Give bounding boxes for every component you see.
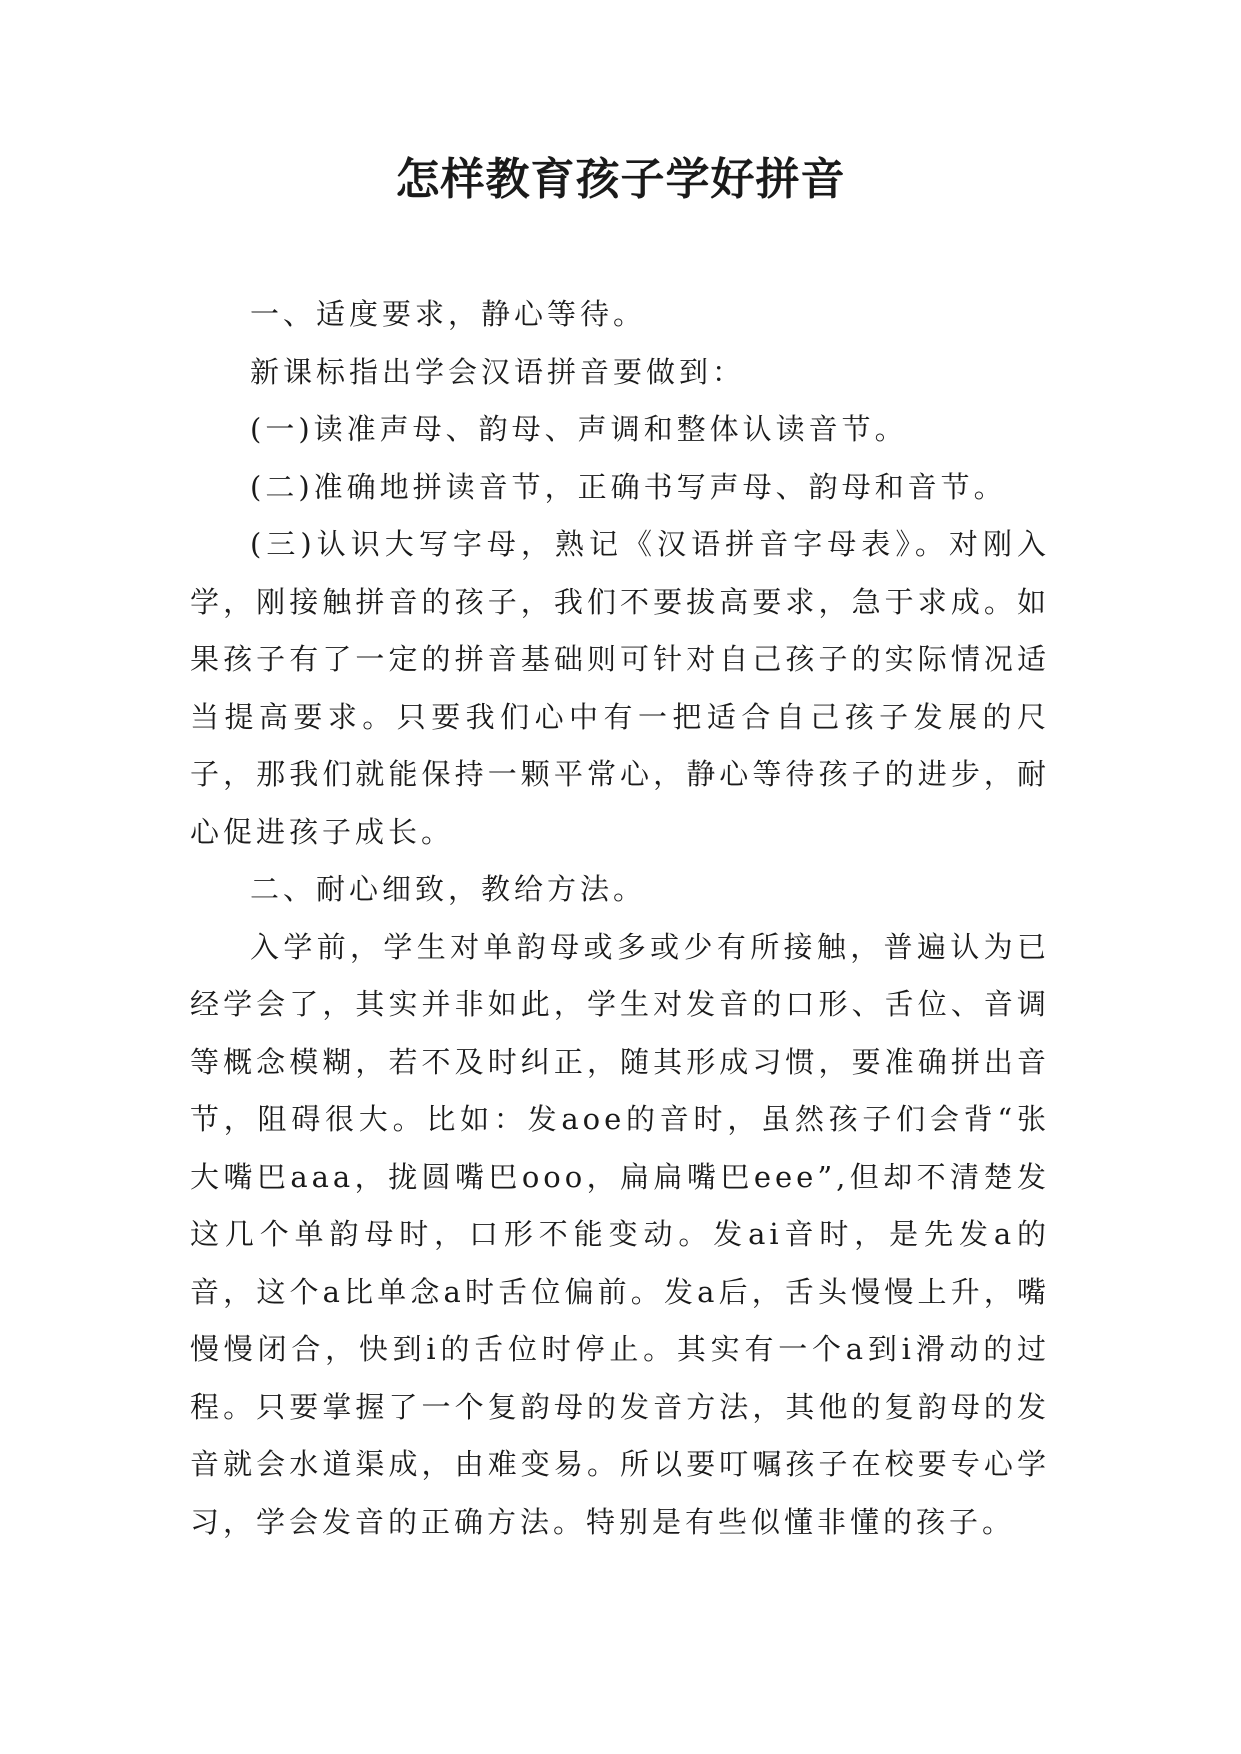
document-body	[190, 286, 1050, 1551]
paragraph: 入学前，学生对单韵母或多或少有所接触，普遍认为已经学会了，其实并非如此，学生对发音的口形、舌位、音调等概念模糊，若不及时纠正，随其形成习惯，要准确拼出音节，阻碍很大。比如：发aoe的音时，虽然孩子们会背“张大嘴巴aaa，拢圆嘴巴ooo，扁扁嘴巴eee”,但却不清楚发这几个单韵母时，口形不能变动。发ai音时，是先发a的音，这个a比单念a时舌位偏前。发a后，舌头慢慢上升，嘴慢慢闭合，快到i的舌位时停止。其实有一个a到i滑动的过程。只要掌握了一个复韵母的发音方法，其他的复韵母的发音就会水道渠成，由难变易。所以要叮嘱孩子在校要专心学习，学会发音的正确方法。特别是有些似懂非懂的孩子。	[190, 929, 1050, 1539]
paragraph: 新课标指出学会汉语拼音要做到：	[250, 354, 746, 389]
section-heading: 二、耐心细致，教给方法。	[250, 872, 647, 906]
list-item: (一)读准声母、韵母、声调和整体认读音节。	[250, 412, 908, 446]
document-title: 怎样教育孩子学好拼音	[395, 154, 846, 205]
section-heading: 一、适度要求，静心等待。	[250, 297, 647, 331]
list-item: (二)准确地拼读音节，正确书写声母、韵母和音节。	[250, 469, 1007, 504]
list-item: (三)认识大写字母，熟记《汉语拼音字母表》。对刚入学，刚接触拼音的孩子，我们不要拔高要求，急于求成。如果孩子有了一定的拼音基础则可针对自己孩子的实际情况适当提高要求。只要我们心中有一把适合自己孩子发展的尺子，那我们就能保持一颗平常心，静心等待孩子的进步，耐心促进孩子成长。	[190, 527, 1050, 849]
